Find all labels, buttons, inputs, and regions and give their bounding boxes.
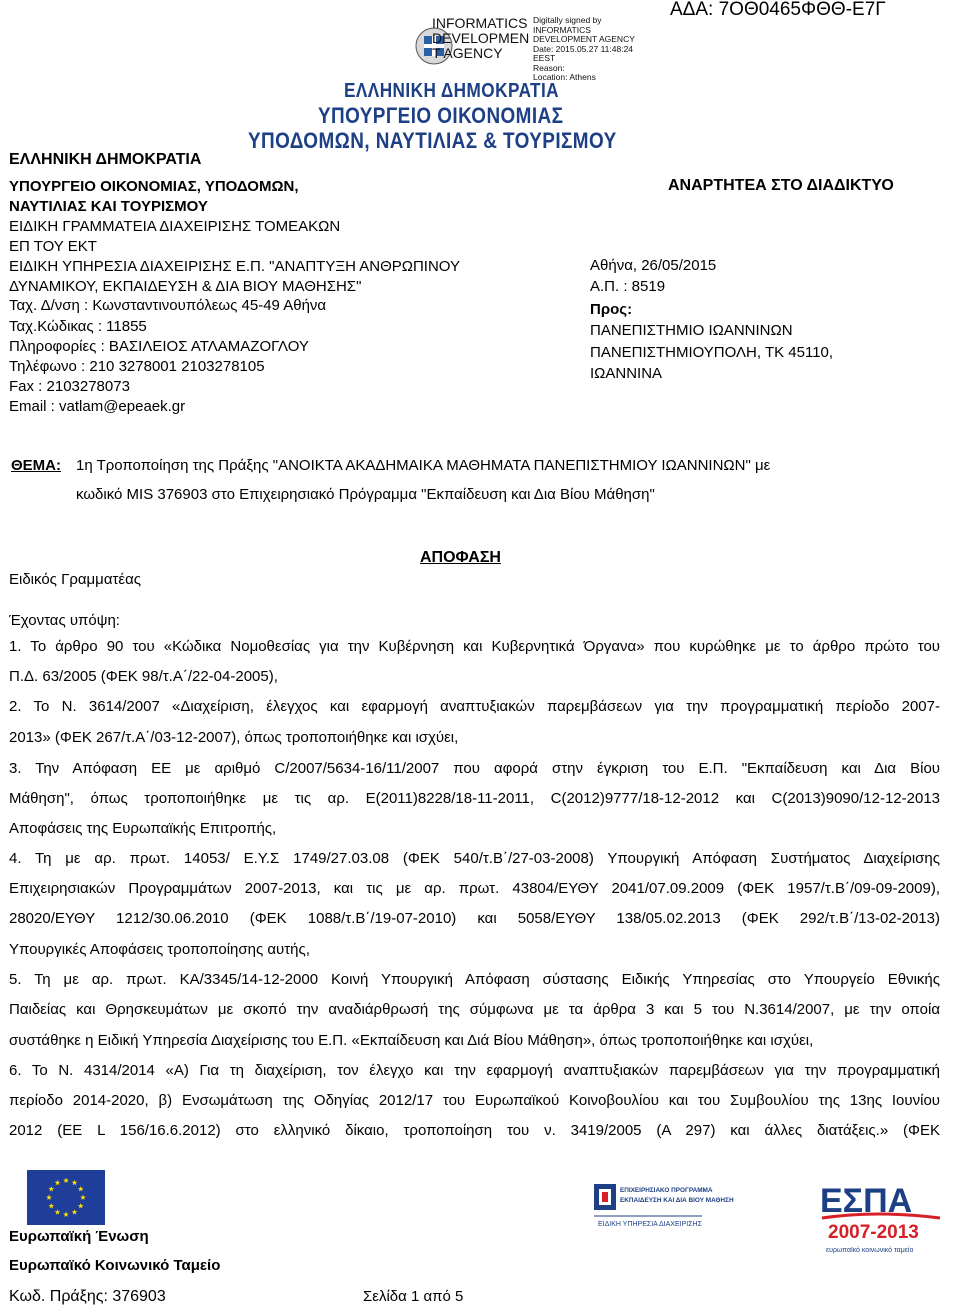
signature-detail-line: Digitally signed by: [533, 15, 602, 25]
body-line: Αποφάσεις της Ευρωπαϊκής Επιτροπής,: [9, 820, 277, 837]
sender-postcode: Ταχ.Κώδικας : 11855: [9, 318, 147, 335]
epan-logo-text: ΕΙΔΙΚΗ ΥΠΗΡΕΣΙΑ ΔΙΑΧΕΙΡΙΣΗΣ: [598, 1221, 702, 1228]
eu-flag-icon: [27, 1170, 105, 1225]
decision-title: ΑΠΟΦΑΣΗ: [420, 549, 501, 566]
signature-org-line: DEVELOPMEN: [432, 30, 530, 46]
recipient-line: ΙΩΑΝΝΙΝΑ: [590, 365, 663, 382]
body-line: 2. Το Ν. 3614/2007 «Διαχείριση, έλεγχος και εφαρμογή αναπτυξιακών παρεμβάσεων για την προγραμματική περίοδο 2007-: [9, 698, 940, 715]
sender-ep: ΕΠ ΤΟΥ ΕΚΤ: [9, 238, 97, 255]
signatory-title: Ειδικός Γραμματέας: [9, 571, 142, 588]
signature-detail-line: Location: Athens: [533, 72, 596, 82]
signature-detail-line: EEST: [533, 53, 556, 63]
epan-logo-text: ΕΠΙΧΕΙΡΗΣΙΑΚΟ ΠΡΟΓΡΑΜΜΑ: [620, 1187, 713, 1194]
body-line: 5. Τη με αρ. πρωτ. ΚΑ/3345/14-12-2000 Κοινή Υπουργική Απόφαση σύστασης Ειδικής Υπηρεσίας στο Υπουργείο Εθνικής: [9, 971, 940, 988]
body-line: περίοδο 2014-2020, β) Ενσωμάτωση της Οδηγίας 2012/17 του Ευρωπαϊκού Κοινοβουλίου και του Συμβουλίου της 13ης Ιουνίου: [9, 1092, 940, 1109]
body-line: 3. Την Απόφαση ΕΕ με αριθμό C/2007/5634-16/11/2007 που αφορά στην έγκριση του Ε.Π. "Εκπαίδευση και Δια Βίου: [9, 760, 940, 777]
sender-email: Email : vatlam@epeaek.gr: [9, 398, 186, 415]
signature-org-line: INFORMATICS: [432, 15, 528, 31]
sender-ministry: ΥΠΟΥΡΓΕΙΟ ΟΙΚΟΝΟΜΙΑΣ, ΥΠΟΔΟΜΩΝ,: [9, 178, 299, 195]
body-line: Μάθηση", όπως τροποποιήθηκε με τις αρ. Ε(2011)8228/18-11-2011, C(2012)9777/18-12-2012 και C(2013)9090/12-12-2013: [9, 790, 940, 807]
body-line: 1. Το άρθρο 90 του «Κώδικα Νομοθεσίας για την Κυβέρνηση και Κυβερνητικά Όργανα» που κυρώθηκε με το άρθρο πρώτο του: [9, 638, 940, 655]
body-line: 4. Τη με αρ. πρωτ. 14053/ Ε.Υ.Σ 1749/27.03.08 (ΦΕΚ 540/τ.Β΄/27-03-2008) Υπουργική Απόφαση Συστήματος Διαχείρισης: [9, 850, 940, 867]
espa-logo-caption: ευρωπαϊκό κοινωνικό ταμείο: [826, 1247, 914, 1254]
eu-union-label: Ευρωπαϊκή Ένωση: [9, 1228, 149, 1245]
body-line: Παιδείας και Θρησκευμάτων με σκοπό την αναδιάρθρωσή της σύμφωνα με τα άρθρα 3 και 5 του Ν.3614/2007, με την οποία: [9, 1001, 940, 1018]
subject-text: 1η Τροποποίηση της Πράξης "ΑΝΟΙΚΤΑ ΑΚΑΔΗΜΑΙΚΑ ΜΑΘΗΜΑΤΑ ΠΑΝΕΠΙΣΤΗΜΙΟΥ ΙΩΑΝΝΙΝΩΝ" με: [76, 457, 771, 474]
posting-note: ΑΝΑΡΤΗΤΕΑ ΣΤΟ ΔΙΑΔΙΚΤΥΟ: [668, 177, 894, 194]
sender-info: Πληροφορίες : ΒΑΣΙΛΕΙΟΣ ΑΤΛΑΜΑΖΟΓΛΟΥ: [9, 338, 309, 355]
signature-detail-line: Date: 2015.05.27 11:48:24: [533, 43, 634, 54]
signature-detail-line: INFORMATICS: [533, 24, 591, 35]
body-line: συστάθηκε η Ειδική Υπηρεσία Διαχείρισης του Ε.Π. «Εκπαίδευση και Διά Βίου Μάθηση», όπως τροποποιήθηκε και ισχύει,: [9, 1032, 814, 1049]
document-date: Αθήνα, 26/05/2015: [590, 257, 717, 274]
ministry-logo-line: ΕΛΛΗΝΙΚΗ ΔΗΜΟΚΡΑΤΙΑ: [344, 80, 559, 102]
signature-org-line: T AGENCY: [432, 45, 503, 61]
protocol-number: Α.Π. : 8519: [590, 278, 666, 295]
recipient-line: ΠΑΝΕΠΙΣΤΗΜΙΟΥΠΟΛΗ, ΤΚ 45110,: [590, 344, 834, 361]
subject-label: ΘΕΜΑ:: [11, 457, 61, 474]
body-line: 28020/ΕΥΘΥ 1212/30.06.2010 (ΦΕΚ 1088/τ.Β΄/19-07-2010) και 5058/ΕΥΘΥ 138/05.02.2013 (ΦΕΚ 292/τ.Β΄/13-02-2013): [9, 910, 940, 927]
signature-detail-line: Reason:: [533, 62, 565, 73]
recipient-line: ΠΑΝΕΠΙΣΤΗΜΙΟ ΙΩΑΝΝΙΝΩΝ: [590, 322, 793, 339]
signature-org: [432, 16, 529, 61]
sender-republic: ΕΛΛΗΝΙΚΗ ΔΗΜΟΚΡΑΤΙΑ: [9, 151, 202, 168]
ministry-logo-line: ΥΠΟΥΡΓΕΙΟ ΟΙΚΟΝΟΜΙΑΣ: [318, 103, 564, 128]
recipient-label: Προς:: [590, 301, 633, 318]
signature-details: [533, 16, 635, 83]
sender-ministry: ΝΑΥΤΙΛΙΑΣ ΚΑΙ ΤΟΥΡΙΣΜΟΥ: [9, 198, 208, 215]
epan-logo-text: ΕΚΠΑΙΔΕΥΣΗ ΚΑΙ ΔΙΑ ΒΙΟΥ ΜΑΘΗΣΗ: [620, 1197, 734, 1204]
page-number: Σελίδα 1 από 5: [363, 1288, 464, 1305]
sender-fax: Fax : 2103278073: [9, 378, 130, 395]
espa-logo-years: 2007-2013: [828, 1222, 919, 1243]
ada-code: ΑΔΑ: 7ΟΘ0465ΦΘΘ-Ε7Γ: [670, 0, 886, 20]
body-line: 2012 (ΕΕ L 156/16.6.2012) στο ελληνικό δίκαιο, τροποποίηση του ν. 3419/2005 (Α 297) και άλλες διατάξεις.» (ΦΕΚ: [9, 1122, 940, 1139]
sender-phone: Τηλέφωνο : 210 3278001 2103278105: [9, 358, 265, 375]
sender-service: ΕΙΔΙΚΗ ΥΠΗΡΕΣΙΑ ΔΙΑΧΕΙΡΙΣΗΣ Ε.Π. "ΑΝΑΠΤΥΞΗ ΑΝΘΡΩΠΙΝΟΥ: [9, 258, 460, 275]
body-line: Π.Δ. 63/2005 (ΦΕΚ 98/τ.Α΄/22-04-2005),: [9, 668, 278, 685]
signature-detail-line: DEVELOPMENT AGENCY: [533, 34, 635, 44]
ministry-logo-line: ΥΠΟΔΟΜΩΝ, ΝΑΥΤΙΛΙΑΣ & ΤΟΥΡΙΣΜΟΥ: [248, 128, 617, 153]
sender-secretariat: ΕΙΔΙΚΗ ΓΡΑΜΜΑΤΕΙΑ ΔΙΑΧΕΙΡΙΣΗΣ ΤΟΜΕΑΚΩΝ: [9, 218, 341, 235]
espa-logo-word: ΕΣΠΑ: [820, 1182, 913, 1220]
body-line: 6. Το Ν. 4314/2014 «Α) Για τη διαχείριση, τον έλεγχο και την εφαρμογή αναπτυξιακών παρεμβάσεων για την προγραμματική: [9, 1062, 940, 1079]
epan-program-logo: [592, 1180, 734, 1232]
sender-service: ΔΥΝΑΜΙΚΟΥ, ΕΚΠΑΙΔΕΥΣΗ & ΔΙΑ ΒΙΟΥ ΜΑΘΗΣΗΣ": [9, 278, 362, 295]
project-code: Κωδ. Πράξης: 376903: [9, 1288, 166, 1305]
eu-fund-label: Ευρωπαϊκό Κοινωνικό Ταμείο: [9, 1257, 221, 1274]
espa-logo: [818, 1180, 945, 1264]
body-line: Επιχειρησιακών Προγραμμάτων 2007-2013, και τις με αρ. πρωτ. 43804/ΕΥΘΥ 2041/07.09.2009 (ΦΕΚ 1957/τ.Β΄/09-09-2009),: [9, 880, 940, 897]
sender-address: Ταχ. Δ/νση : Κωνσταντινουπόλεως 45-49 Αθήνα: [9, 297, 327, 314]
body-line: 2013» (ΦΕΚ 267/τ.Α΄/03-12-2007), όπως τροποποιήθηκε και ισχύει,: [9, 729, 459, 746]
body-line: Υπουργικές Αποφάσεις τροποποίησης αυτής,: [9, 941, 310, 958]
considering-heading: Έχοντας υπόψη:: [9, 612, 120, 629]
subject-text: κωδικό MIS 376903 στο Επιχειρησιακό Πρόγραμμα "Εκπαίδευση και Δια Βίου Μάθηση": [76, 486, 655, 503]
